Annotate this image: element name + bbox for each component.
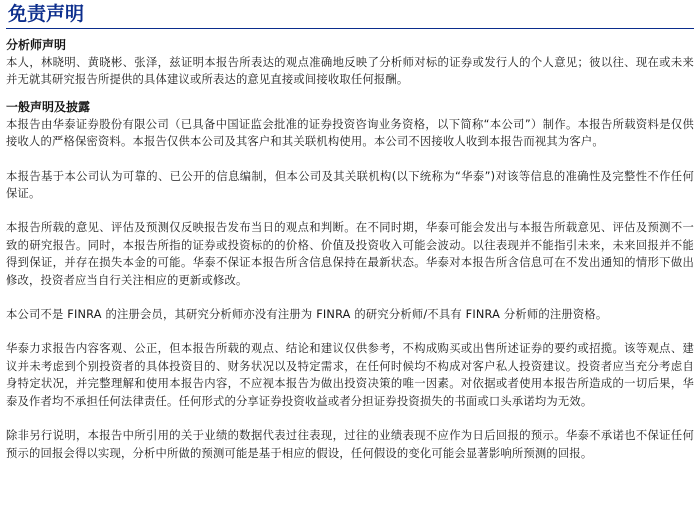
section-heading-general-disclosure: 一般声明及披露 <box>6 99 91 114</box>
title-divider <box>6 28 694 29</box>
section-heading-analyst-statement: 分析师声明 <box>6 38 67 52</box>
disclosure-paragraph-3: 本报告所载的意见、评估及预测仅反映报告发布当日的观点和判断。在不同时期，华泰可能会发出与本报告所载意见、评估及预测不一致的研究报告。同时，本报告所指的证券或投资标的的价格、价值及投资收入可能会波动。以往表现并不能指引未来，未来回报并不能得到保证，并存在损失本金的可能。华泰不保证本报告所含信息保持在最新状态。华泰对本报告所含信息可在不发出通知的情形下做出修改，投资者应当自行关注相应的更新或修改。 <box>6 221 694 287</box>
paragraph-spacer <box>6 289 694 306</box>
disclosure-paragraph-1: 本报告由华泰证券股份有限公司（已具备中国证监会批准的证券投资咨询业务资格，以下简称“本公司”）制作。本报告所载资料是仅供接收人的严格保密资料。本报告仅供本公司及其客户和其关联机构使用。本公司不因接收人收到本报告而视其为客户。 <box>6 117 694 149</box>
disclosure-paragraph-6: 除非另行说明，本报告中所引用的关于业绩的数据代表过往表现，过往的业绩表现不应作为日后回报的预示。华泰不承诺也不保证任何预示的回报会得以实现，分析中所做的预测可能是基于相应的假设，任何假设的变化可能会显著影响所预测的回报。 <box>6 429 694 460</box>
page-title: 免责声明 <box>8 3 85 25</box>
analyst-statement-paragraph: 本人，林晓明、黄晓彬、张泽，兹证明本报告所表达的观点准确地反映了分析师对标的证券或发行人的个人意见；彼以往、现在或未来并无就其研究报告所提供的具体建议或所表达的意见直接或间接收取任何报酬。 <box>6 56 694 87</box>
paragraph-spacer <box>6 151 694 168</box>
paragraph-spacer <box>6 410 694 427</box>
disclosure-paragraph-4: 本公司不是 FINRA 的注册会员，其研究分析师亦没有注册为 FINRA 的研究分析师/不具有 FINRA 分析师的注册资格。 <box>6 308 608 322</box>
paragraph-spacer <box>6 323 694 340</box>
disclosure-paragraph-5: 华泰力求报告内容客观、公正，但本报告所载的观点、结论和建议仅供参考，不构成购买或出售所述证券的要约或招揽。该等观点、建议并未考虑到个别投资者的具体投资目的、财务状况以及特定需求，在任何时候均不构成对客户私人投资建议。投资者应当充分考虑自身特定状况，并完整理解和使用本报告内容，不应视本报告为做出投资决策的唯一因素。对依据或者使用本报告所造成的一切后果，华泰及作者均不承担任何法律责任。任何形式的分享证券投资收益或者分担证券投资损失的书面或口头承诺均为无效。 <box>6 342 694 408</box>
paragraph-spacer <box>6 202 694 219</box>
disclosure-paragraph-2: 本报告基于本公司认为可靠的、已公开的信息编制，但本公司及其关联机构(以下统称为“华泰”)对该等信息的准确性及完整性不作任何保证。 <box>6 169 694 201</box>
section-spacer <box>6 89 694 99</box>
